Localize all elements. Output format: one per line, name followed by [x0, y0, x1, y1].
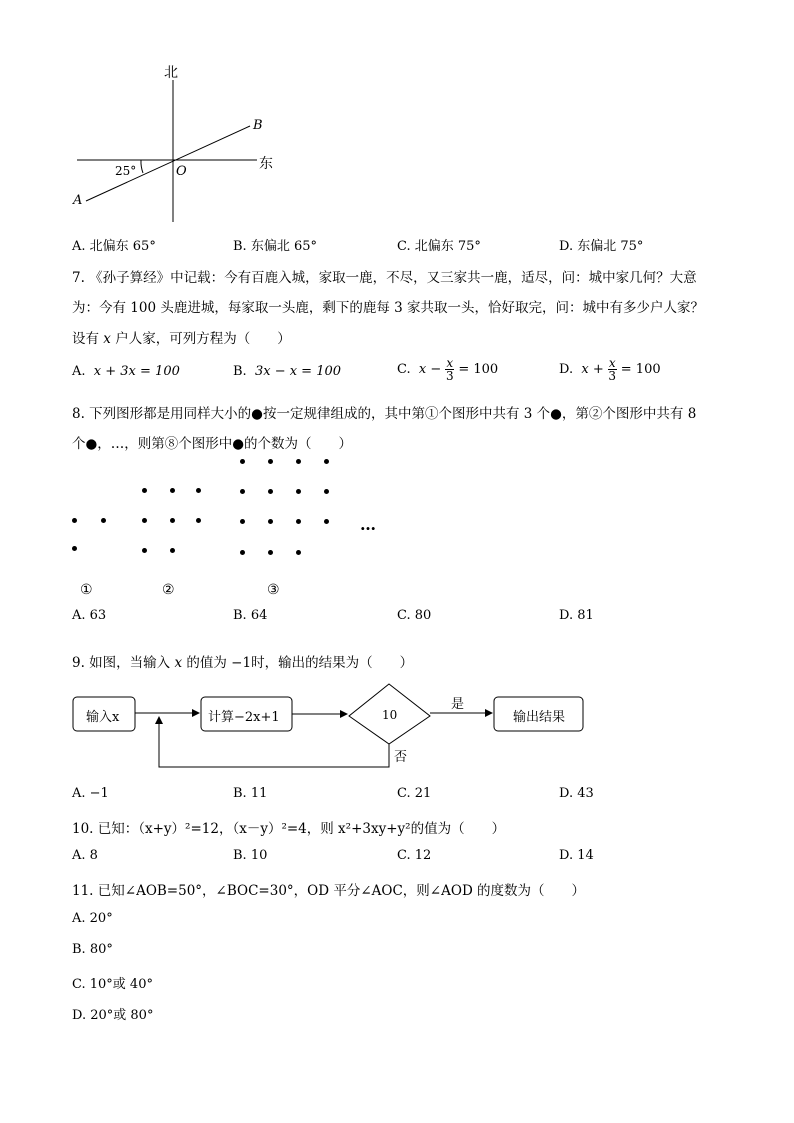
q7-option-c-post: = 100: [458, 362, 499, 377]
point-b-label: B: [253, 118, 263, 133]
pattern-label-1: ①: [80, 582, 93, 598]
q7-line-3-b: 户人家，可列方程为（ ）: [115, 331, 291, 347]
q11-line: 11. 已知∠AOB=50°，∠BOC=30°，OD 平分∠AOC，则∠AOD 的度数为（ ）: [72, 883, 586, 899]
pattern-ellipsis: …: [360, 515, 376, 534]
q7-option-d-label: D.: [559, 362, 574, 377]
q11-option-a[interactable]: A. 20°: [72, 911, 113, 926]
q9-line-a: 9. 如图，当输入: [72, 655, 171, 671]
q7-option-c-den: 3: [445, 369, 454, 383]
q8-option-a[interactable]: A. 63: [72, 608, 107, 623]
q7-option-a-text: x + 3x = 100: [93, 364, 180, 379]
flow-decision-label: 10: [382, 708, 398, 722]
flow-output-label: 输出结果: [513, 710, 566, 725]
q7-option-b-label: B.: [233, 364, 247, 379]
q11-option-d[interactable]: D. 20°或 80°: [72, 1008, 154, 1023]
q9-option-d[interactable]: D. 43: [559, 786, 594, 801]
q7-option-c-label: C.: [397, 362, 411, 377]
q6-option-c[interactable]: C. 北偏东 75°: [397, 239, 481, 254]
q10-option-c[interactable]: C. 12: [397, 848, 432, 863]
angle-label: 25°: [115, 164, 137, 178]
east-label: 东: [259, 156, 273, 172]
q10-option-b[interactable]: B. 10: [233, 848, 268, 863]
q7-option-c-num: x: [446, 356, 454, 370]
flow-yes-label: 是: [451, 697, 465, 712]
q7-line-1: 7. 《孙子算经》中记载：今有百鹿入城，家取一鹿，不尽，又三家共一鹿，适尽，问：城中家几何？大意: [72, 270, 697, 286]
point-a-label: A: [73, 193, 83, 208]
q7-line-2: 为：今有 100 头鹿进城，每家取一头鹿，剩下的鹿每 3 家共取一头，恰好取完，问：城中有多少户人家？: [72, 300, 705, 316]
q7-option-b-text: 3x − x = 100: [254, 364, 342, 379]
q9-var: x: [174, 655, 183, 671]
q6-option-b[interactable]: B. 东偏北 65°: [233, 239, 317, 254]
pattern-label-2: ②: [162, 582, 175, 598]
q9-option-b[interactable]: B. 11: [233, 786, 268, 801]
q9-line-b: 的值为 −1时，输出的结果为（ ）: [186, 655, 414, 671]
q10-line: 10. 已知：（x+y）²=12，（x－y）²=4，则 x²+3xy+y²的值为（ ）: [72, 821, 506, 837]
q7-option-d-den: 3: [608, 369, 617, 383]
q7-var: x: [103, 331, 111, 347]
q8-option-c[interactable]: C. 80: [397, 608, 432, 623]
q7-option-d-post: = 100: [620, 362, 661, 377]
q7-line-3-a: 设有: [72, 331, 99, 347]
q8-line-2: 个●，…，则第⑧个图形中●的个数为（ ）: [72, 436, 353, 452]
flow-calc-label: 计算−2x+1: [208, 710, 280, 725]
flow-no-label: 否: [394, 750, 408, 765]
q7-option-c-pre: x −: [418, 362, 442, 377]
q8-option-b[interactable]: B. 64: [233, 608, 268, 623]
q7-option-d-pre: x +: [581, 362, 604, 377]
q7-option-d-num: x: [608, 356, 616, 370]
q10-option-a[interactable]: A. 8: [72, 848, 98, 863]
q10-option-d[interactable]: D. 14: [559, 848, 594, 863]
north-label: 北: [164, 65, 178, 81]
q9-option-c[interactable]: C. 21: [397, 786, 432, 801]
q9-option-a[interactable]: A. −1: [72, 786, 109, 801]
q7-option-a-label: A.: [72, 364, 86, 379]
q6-option-d[interactable]: D. 东偏北 75°: [559, 239, 644, 254]
origin-label: O: [176, 164, 187, 179]
flow-input-label: 输入x: [86, 710, 120, 725]
q6-option-a[interactable]: A. 北偏东 65°: [72, 239, 156, 254]
q11-option-b[interactable]: B. 80°: [72, 942, 113, 957]
q8-line-1: 8. 下列图形都是用同样大小的●按一定规律组成的，其中第①个图形中共有 3 个●，第②个图形中共有 8: [72, 406, 697, 422]
pattern-label-3: ③: [267, 582, 280, 598]
q11-option-c[interactable]: C. 10°或 40°: [72, 977, 153, 992]
q8-option-d[interactable]: D. 81: [559, 608, 594, 623]
